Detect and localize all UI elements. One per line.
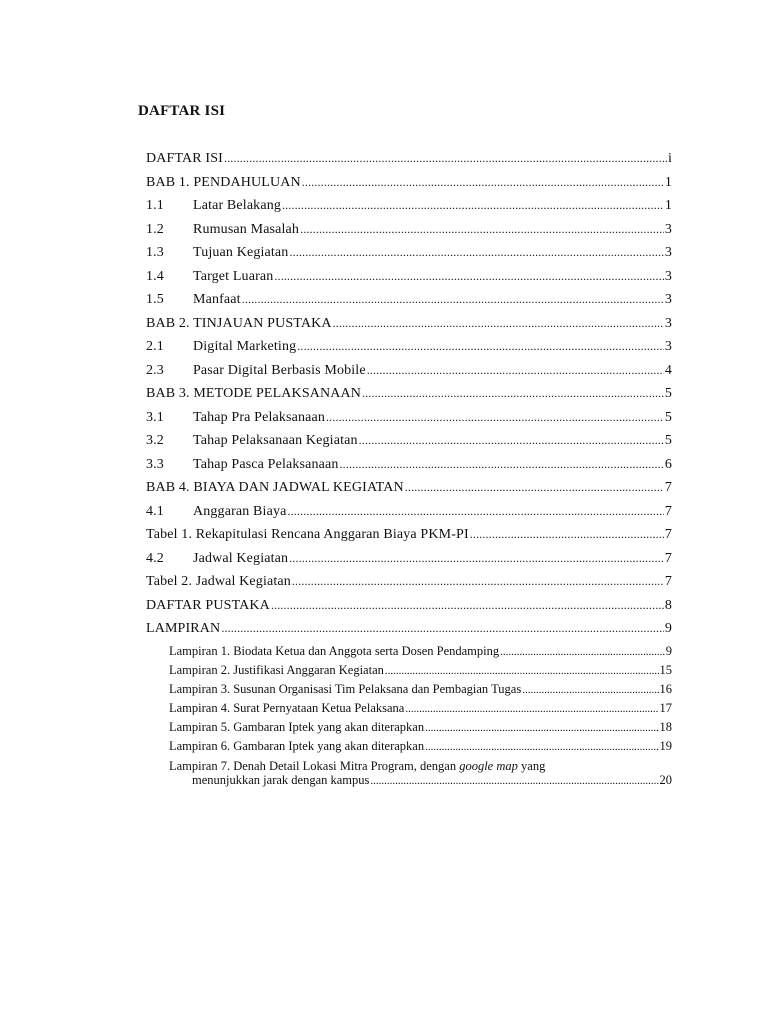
toc-entry-2: [146, 175, 672, 199]
entry-number: 2.3: [146, 362, 164, 378]
entry-number: 1.2: [146, 221, 164, 237]
entry-title: Jadwal Kegiatan: [193, 550, 289, 566]
page-title: DAFTAR ISI: [138, 103, 226, 119]
toc-entry-18: [146, 551, 672, 575]
toc-entry-13: [146, 433, 672, 457]
toc-entry-21: [146, 621, 672, 645]
dot-leader: [282, 198, 664, 213]
entry-page-number: 3: [664, 268, 672, 284]
entry-title: DAFTAR ISI: [146, 151, 223, 166]
dot-leader: [522, 684, 658, 696]
dot-leader: [289, 551, 664, 566]
toc-entry-12: [146, 410, 672, 434]
toc-appendix-last-wrapper: [169, 759, 672, 789]
entry-page-number: i: [667, 151, 672, 166]
dot-leader: [340, 457, 664, 472]
entry-title: BAB 1. PENDAHULUAN: [146, 174, 301, 190]
dot-leader: [274, 269, 663, 284]
entry-title-continued: menunjukkan jarak dengan kampus: [192, 773, 370, 788]
entry-number: 1.3: [146, 245, 164, 260]
entry-title: Digital Marketing: [193, 339, 297, 354]
entry-title-italic: google map: [459, 758, 518, 773]
entry-title-part: yang: [517, 758, 546, 773]
entry-page-number: 3: [664, 245, 672, 260]
toc-entry-15: [146, 480, 672, 504]
entry-page-number: 9: [665, 643, 672, 658]
entry-number: 3.3: [146, 456, 164, 472]
toc-appendix-entry-7: [169, 759, 672, 789]
toc-entry-3: [146, 198, 672, 222]
entry-number: 3.1: [146, 409, 164, 425]
toc-entry-10: [146, 363, 672, 387]
entry-page-number: 20: [659, 773, 672, 788]
toc-appendix-entry-4: [169, 701, 672, 720]
entry-number: 1.4: [146, 268, 164, 284]
entry-title: LAMPIRAN: [146, 621, 221, 636]
entry-page-number: 7: [664, 527, 672, 542]
entry-page-number: 7: [664, 480, 672, 495]
toc-appendix-list: [169, 644, 672, 759]
dot-leader: [367, 363, 664, 378]
entry-title: BAB 3. METODE PELAKSANAAN: [146, 386, 362, 401]
toc-appendix-entry-2: [169, 663, 672, 682]
entry-title: Latar Belakang: [193, 198, 282, 213]
entry-page-number: 3: [664, 292, 672, 307]
dot-leader: [300, 222, 664, 237]
entry-title: Rumusan Masalah: [193, 221, 300, 237]
toc-entry-7: [146, 292, 672, 316]
entry-title: Tujuan Kegiatan: [193, 245, 289, 260]
entry-page-number: 9: [664, 621, 672, 636]
toc-entry-20: [146, 598, 672, 622]
entry-title: Lampiran 2. Justifikasi Anggaran Kegiatan: [169, 662, 384, 677]
entry-number: 2.1: [146, 339, 164, 354]
dot-leader: [333, 316, 664, 331]
dot-leader: [289, 245, 663, 260]
entry-title: Lampiran 6. Gambaran Iptek yang akan diterapkan: [169, 739, 425, 754]
entry-page-number: 5: [664, 409, 672, 425]
entry-title: Tabel 1. Rekapitulasi Rencana Anggaran Biaya PKM-PI: [146, 527, 469, 542]
entry-title: Manfaat: [193, 292, 241, 307]
toc-entry-14: [146, 457, 672, 481]
toc-entry-16: [146, 504, 672, 528]
entry-page-number: 1: [664, 174, 672, 190]
entry-page-number: 18: [659, 720, 672, 735]
entry-page-number: 17: [659, 701, 672, 716]
entry-number: 1.1: [146, 198, 164, 213]
entry-page-number: 7: [664, 574, 672, 589]
dot-leader: [292, 574, 664, 589]
entry-title: Tabel 2. Jadwal Kegiatan: [146, 574, 291, 589]
entry-title: Anggaran Biaya: [193, 503, 287, 519]
entry-page-number: 8: [664, 597, 672, 613]
entry-page-number: 4: [664, 362, 672, 378]
dot-leader: [470, 527, 664, 542]
entry-page-number: 1: [664, 198, 672, 213]
toc-appendix-entry-3: [169, 682, 672, 701]
entry-page-number: 7: [664, 550, 672, 566]
dot-leader: [271, 598, 664, 613]
dot-leader: [405, 703, 658, 715]
entry-title: Lampiran 3. Susunan Organisasi Tim Pelaksana dan Pembagian Tugas: [169, 681, 522, 696]
entry-page-number: 5: [664, 433, 672, 448]
dot-leader: [362, 386, 664, 401]
entry-title-line-2: [169, 773, 672, 789]
entry-page-number: 7: [664, 503, 672, 519]
toc-entry-9: [146, 339, 672, 363]
dot-leader: [224, 151, 667, 166]
entry-page-number: 5: [664, 386, 672, 401]
entry-page-number: 3: [664, 315, 672, 331]
toc-entry-5: [146, 245, 672, 269]
entry-title-part: Lampiran 7. Denah Detail Lokasi Mitra Program, dengan: [169, 758, 460, 773]
dot-leader: [425, 741, 658, 753]
entry-page-number: 15: [659, 662, 672, 677]
entry-title: BAB 4. BIAYA DAN JADWAL KEGIATAN: [146, 480, 404, 495]
toc-main-list: [146, 151, 672, 645]
dot-leader: [242, 292, 664, 307]
toc-entry-1: [146, 151, 672, 175]
toc-appendix-entry-5: [169, 720, 672, 739]
entry-title: Lampiran 1. Biodata Ketua dan Anggota serta Dosen Pendamping: [169, 643, 500, 658]
toc-appendix-entry-1: [169, 644, 672, 663]
toc-appendix-entry-6: [169, 739, 672, 758]
entry-page-number: 3: [664, 221, 672, 237]
dot-leader: [287, 504, 663, 519]
table-of-contents: [146, 151, 672, 789]
dot-leader: [385, 665, 659, 677]
entry-number: 4.2: [146, 550, 164, 566]
entry-page-number: 16: [659, 681, 672, 696]
dot-leader: [302, 175, 664, 190]
entry-title: Target Luaran: [193, 268, 274, 284]
dot-leader: [500, 646, 665, 658]
dot-leader: [221, 621, 664, 636]
entry-number: 3.2: [146, 433, 164, 448]
entry-title: Tahap Pelaksanaan Kegiatan: [193, 433, 358, 448]
dot-leader: [359, 433, 664, 448]
entry-title: Lampiran 5. Gambaran Iptek yang akan diterapkan: [169, 720, 425, 735]
entry-page-number: 3: [664, 339, 672, 354]
toc-entry-17: [146, 527, 672, 551]
entry-title-line-1: [169, 759, 672, 774]
entry-title: Tahap Pasca Pelaksanaan: [193, 456, 339, 472]
entry-number: 1.5: [146, 292, 164, 307]
entry-title: BAB 2. TINJAUAN PUSTAKA: [146, 315, 332, 331]
toc-entry-11: [146, 386, 672, 410]
entry-page-number: 19: [659, 739, 672, 754]
entry-number: 4.1: [146, 503, 164, 519]
toc-entry-8: [146, 316, 672, 340]
dot-leader: [370, 774, 658, 789]
entry-title: Tahap Pra Pelaksanaan: [193, 409, 326, 425]
entry-page-number: 6: [664, 456, 672, 472]
toc-entry-6: [146, 269, 672, 293]
dot-leader: [326, 410, 664, 425]
toc-entry-19: [146, 574, 672, 598]
dot-leader: [425, 722, 658, 734]
dot-leader: [297, 339, 664, 354]
entry-title: Lampiran 4. Surat Pernyataan Ketua Pelaksana: [169, 701, 405, 716]
entry-title: DAFTAR PUSTAKA: [146, 597, 270, 613]
entry-title: Pasar Digital Berbasis Mobile: [193, 362, 366, 378]
toc-entry-4: [146, 222, 672, 246]
dot-leader: [405, 480, 664, 495]
